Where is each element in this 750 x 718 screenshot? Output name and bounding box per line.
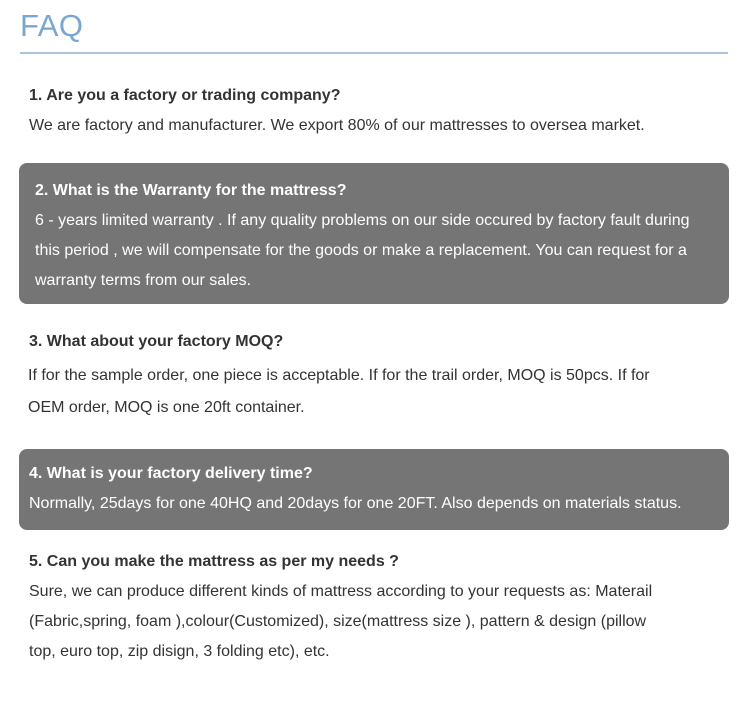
faq-question: 3. What about your factory MOQ? (29, 333, 284, 350)
page-title: FAQ (20, 8, 84, 43)
faq-item-2 (19, 163, 729, 304)
faq-item-3 (19, 327, 729, 424)
faq-answer: Sure, we can produce different kinds of mattress according to your requests as: Materail (Fabric,spring, foam ),colour(Customized), size(mattress size ), pattern & design (pillow top, euro top, zip disign, 3 folding etc), etc. (29, 583, 653, 660)
faq-answer: Normally, 25days for one 40HQ and 20days for one 20FT. Also depends on materials status. (29, 495, 682, 512)
title-divider (20, 52, 728, 54)
faq-answer: 6 - years limited warranty . If any quality problems on our side occured by factory fault during this period , we will compensate for the goods or make a replacement. You can request for a warranty terms from our sales. (35, 212, 690, 289)
faq-question: 1. Are you a factory or trading company? (29, 87, 341, 104)
faq-item-1 (19, 81, 729, 141)
faq-item-5 (19, 547, 729, 667)
faq-question: 2. What is the Warranty for the mattress? (35, 182, 347, 199)
faq-answer: We are factory and manufacturer. We export 80% of our mattresses to oversea market. (29, 117, 645, 134)
faq-question: 4. What is your factory delivery time? (29, 465, 313, 482)
faq-answer: If for the sample order, one piece is acceptable. If for the trail order, MOQ is 50pcs. If for OEM order, MOQ is one 20ft container. (28, 367, 650, 416)
faq-item-4 (19, 449, 729, 530)
faq-question: 5. Can you make the mattress as per my needs ? (29, 553, 399, 570)
